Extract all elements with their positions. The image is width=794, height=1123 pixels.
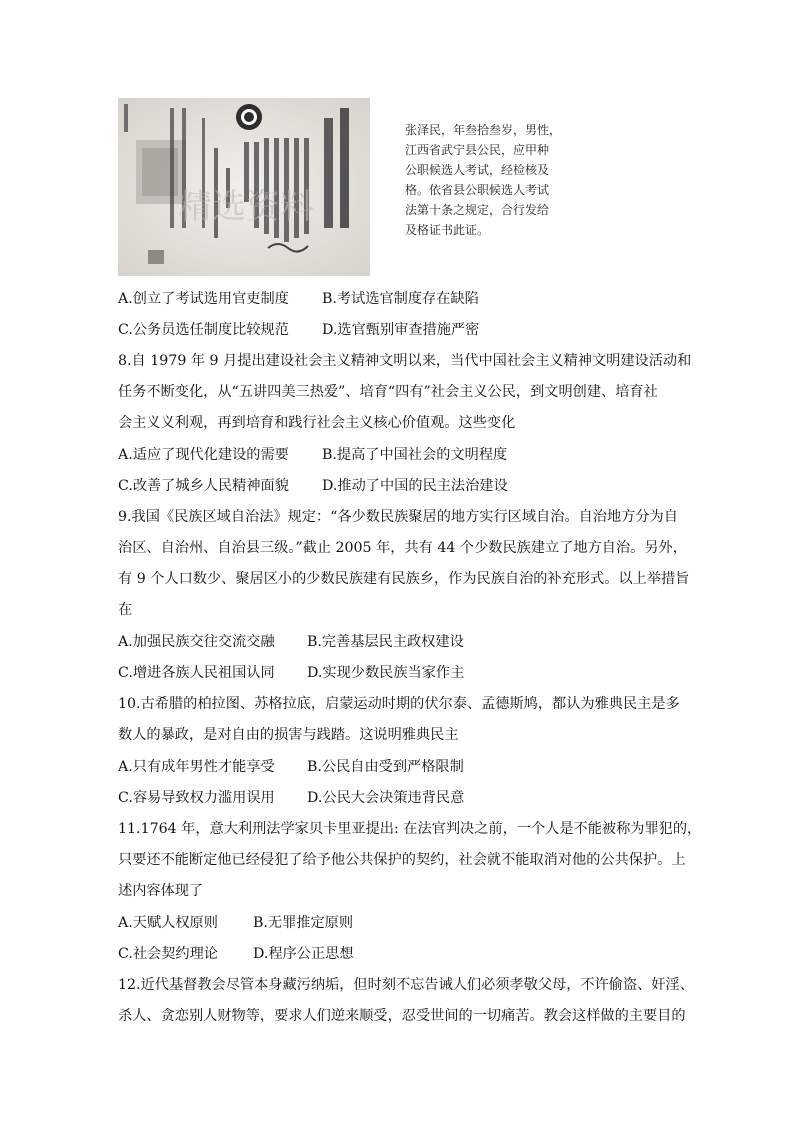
q11-option-c: C.社会契约理论	[118, 946, 218, 962]
q11-stem-line: 述内容体现了	[118, 883, 204, 899]
q10-option-d: D.公民大会决策违背民意	[307, 790, 465, 806]
q8-option-b: B.提高了中国社会的文明程度	[322, 447, 508, 463]
q10-stem-line: 数人的暴政，是对自由的损害与践踏。这说明雅典民主	[118, 727, 459, 743]
q11-option-b: B.无罪推定原则	[253, 915, 354, 931]
q11-stem-line: 只要还不能断定他已经侵犯了给予他公共保护的契约，社会就不能取消对他的公共保护。上	[118, 852, 686, 868]
q9-option-a: A.加强民族交往交流交融	[118, 634, 275, 650]
q7-option-b: B.考试选官制度存在缺陷	[322, 291, 479, 307]
q9-stem-line: 9.我国《民族区域自治法》规定：“各少数民族聚居的地方实行区域自治。自治地方分为自	[118, 509, 678, 525]
caption-line: 公职候选人考试，经检核及	[405, 163, 550, 177]
figure-caption	[405, 120, 585, 240]
caption-line: 江西省武宁县公民，应甲种	[405, 143, 550, 157]
q12-stem-line: 12.近代基督教会尽管本身藏污纳垢，但时刻不忘告诫人们必须孝敬父母，不许偷盗、奸淫、	[118, 977, 694, 993]
q12-stem-line: 杀人、贪恋别人财物等，要求人们逆来顺受，忍受世间的一切痛苦。教会这样做的主要目的	[118, 1008, 686, 1024]
q8-stem-line: 8.自 1979 年 9 月提出建设社会主义精神文明以来，当代中国社会主义精神文明建设活动和	[118, 353, 692, 369]
q9-stem-line: 有 9 个人口数少、聚居区小的少数民族建有民族乡，作为民族自治的补充形式。以上举措旨	[118, 571, 690, 587]
q9-option-d: D.实现少数民族当家作主	[307, 665, 465, 681]
q10-option-a: A.只有成年男性才能享受	[118, 759, 275, 775]
certificate-image	[118, 98, 370, 276]
caption-line: 张泽民，年叁拾叁岁，男性，	[405, 123, 562, 137]
q9-option-b: B.完善基层民主政权建设	[307, 634, 464, 650]
q9-stem-line: 治区、自治州、自治县三级。”截止 2005 年，共有 44 个少数民族建立了地方自治。另外，	[118, 540, 687, 556]
q9-stem-line: 在	[118, 602, 133, 618]
q10-option-c: C.容易导致权力滥用误用	[118, 790, 275, 806]
q9-option-c: C.增进各族人民祖国认同	[118, 665, 275, 681]
q7-option-d: D.选官甄别审查措施严密	[322, 322, 480, 338]
q7-option-a: A.创立了考试选用官吏制度	[118, 291, 289, 307]
q11-option-a: A.天赋人权原则	[118, 915, 218, 931]
q10-option-b: B.公民自由受到严格限制	[307, 759, 464, 775]
q8-option-a: A.适应了现代化建设的需要	[118, 447, 289, 463]
q8-stem-line: 会主义义利观，再到培育和践行社会主义核心价值观。这些变化	[118, 415, 516, 431]
q8-option-c: C.改善了城乡人民精神面貌	[118, 478, 289, 494]
caption-line: 格。依省县公职候选人考试	[405, 183, 550, 197]
certificate-illustration	[118, 98, 370, 276]
q8-stem-line: 任务不断变化，从“五讲四美三热爱”、培育“四有”社会主义公民，到文明创建、培育社	[118, 384, 658, 400]
q11-stem-line: 11.1764 年，意大利刑法学家贝卡里亚提出: 在法官判决之前，一个人是不能被称为罪犯的，	[118, 821, 702, 837]
caption-line: 法第十条之规定，合行发给	[405, 203, 550, 217]
q7-option-c: C.公务员选任制度比较规范	[118, 322, 289, 338]
q11-option-d: D.程序公正思想	[253, 946, 354, 962]
watermark-text: 精选资料	[178, 187, 314, 227]
caption-line: 及格证书此证。	[405, 223, 490, 237]
q8-option-d: D.推动了中国的民主法治建设	[322, 478, 508, 494]
q10-stem-line: 10.古希腊的柏拉图、苏格拉底，启蒙运动时期的伏尔泰、孟德斯鸠，都认为雅典民主是多	[118, 696, 680, 712]
